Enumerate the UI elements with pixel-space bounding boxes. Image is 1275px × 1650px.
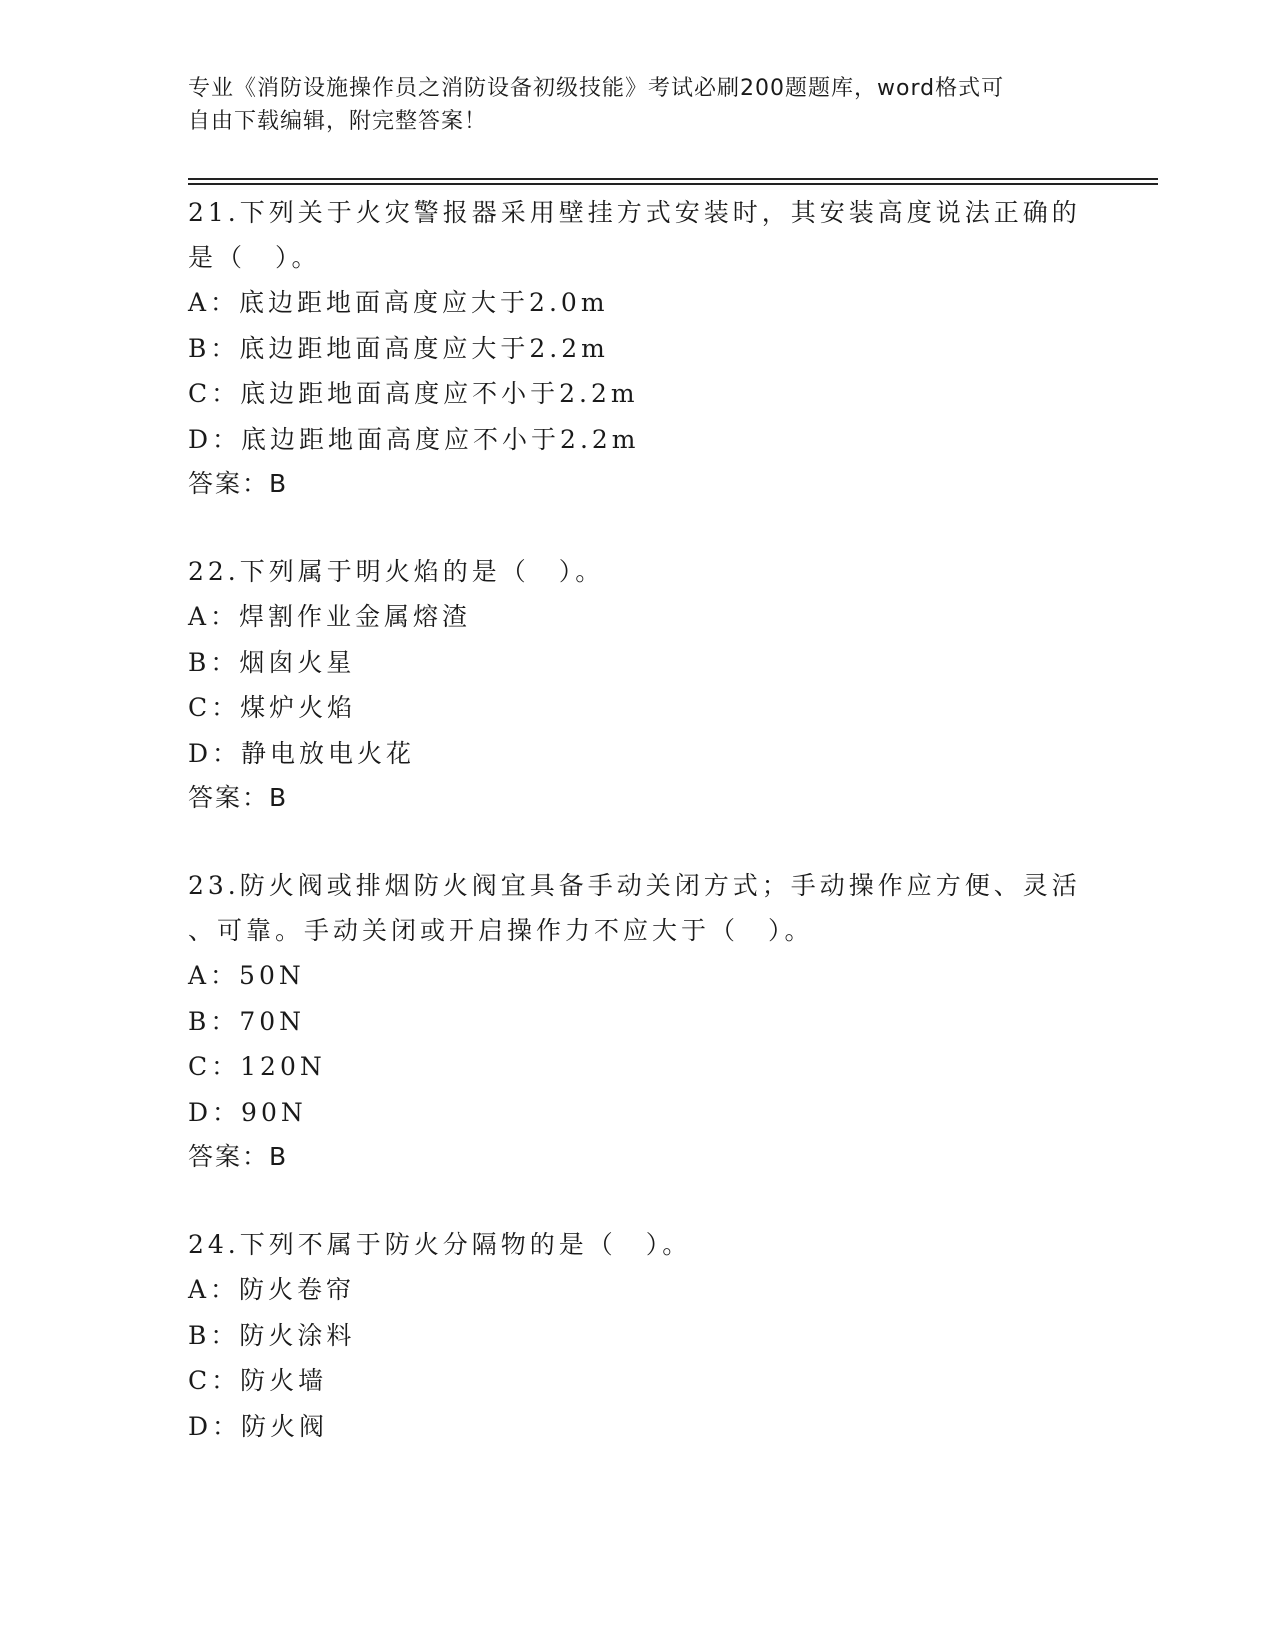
- option-c: C：120N: [188, 1052, 326, 1081]
- option-a: A：50N: [188, 961, 305, 990]
- question-24: [188, 1220, 1088, 1449]
- header-divider-bottom: [188, 183, 1158, 185]
- question-22: [188, 547, 1088, 820]
- question-stem-line-1: 21.下列关于火灾警报器采用壁挂方式安装时，其安装高度说法正确的: [188, 198, 1081, 227]
- option-b: B：70N: [188, 1006, 306, 1036]
- option-d: D：防火阀: [188, 1411, 329, 1441]
- header-divider-top: [188, 178, 1158, 180]
- option-d: D：静电放电火花: [188, 738, 416, 768]
- option-c: C：煤炉火焰: [188, 693, 357, 722]
- question-stem: [188, 1220, 1088, 1267]
- question-stem: [188, 861, 1088, 953]
- question-stem: [188, 547, 1088, 594]
- option-c: C：底边距地面高度应不小于2.2m: [188, 379, 639, 408]
- question-list: [188, 188, 1088, 1490]
- answer: 答案：B: [188, 469, 289, 498]
- question-stem-line-1: 23.防火阀或排烟防火阀宜具备手动关闭方式；手动操作应方便、灵活: [188, 871, 1081, 900]
- question-stem: [188, 188, 1088, 280]
- question-21: [188, 188, 1088, 506]
- document-header: [188, 72, 1068, 138]
- question-stem-line-2: 、可靠。手动关闭或开启操作力不应大于（ ）。: [188, 916, 814, 945]
- answer: 答案：B: [188, 1142, 289, 1171]
- header-line-1: 专业《消防设施操作员之消防设备初级技能》考试必刷200题题库，word格式可: [188, 76, 1005, 101]
- option-a: A：防火卷帘: [188, 1275, 356, 1304]
- option-b: B：底边距地面高度应大于2.2m: [188, 333, 609, 363]
- question-stem-line-1: 24.下列不属于防火分隔物的是（ ）。: [188, 1230, 692, 1259]
- option-c: C：防火墙: [188, 1366, 328, 1395]
- option-b: B：烟囱火星: [188, 647, 356, 677]
- answer: 答案：B: [188, 783, 289, 812]
- option-d: D：90N: [188, 1097, 307, 1127]
- option-a: A：焊割作业金属熔渣: [188, 602, 472, 631]
- header-line-2: 自由下载编辑，附完整答案！: [188, 109, 488, 134]
- option-a: A：底边距地面高度应大于2.0m: [188, 288, 609, 317]
- option-b: B：防火涂料: [188, 1320, 356, 1350]
- question-stem-line-1: 22.下列属于明火焰的是（ ）。: [188, 557, 605, 586]
- option-d: D：底边距地面高度应不小于2.2m: [188, 424, 640, 454]
- question-23: [188, 861, 1088, 1179]
- question-stem-line-2: 是（ ）。: [188, 243, 321, 272]
